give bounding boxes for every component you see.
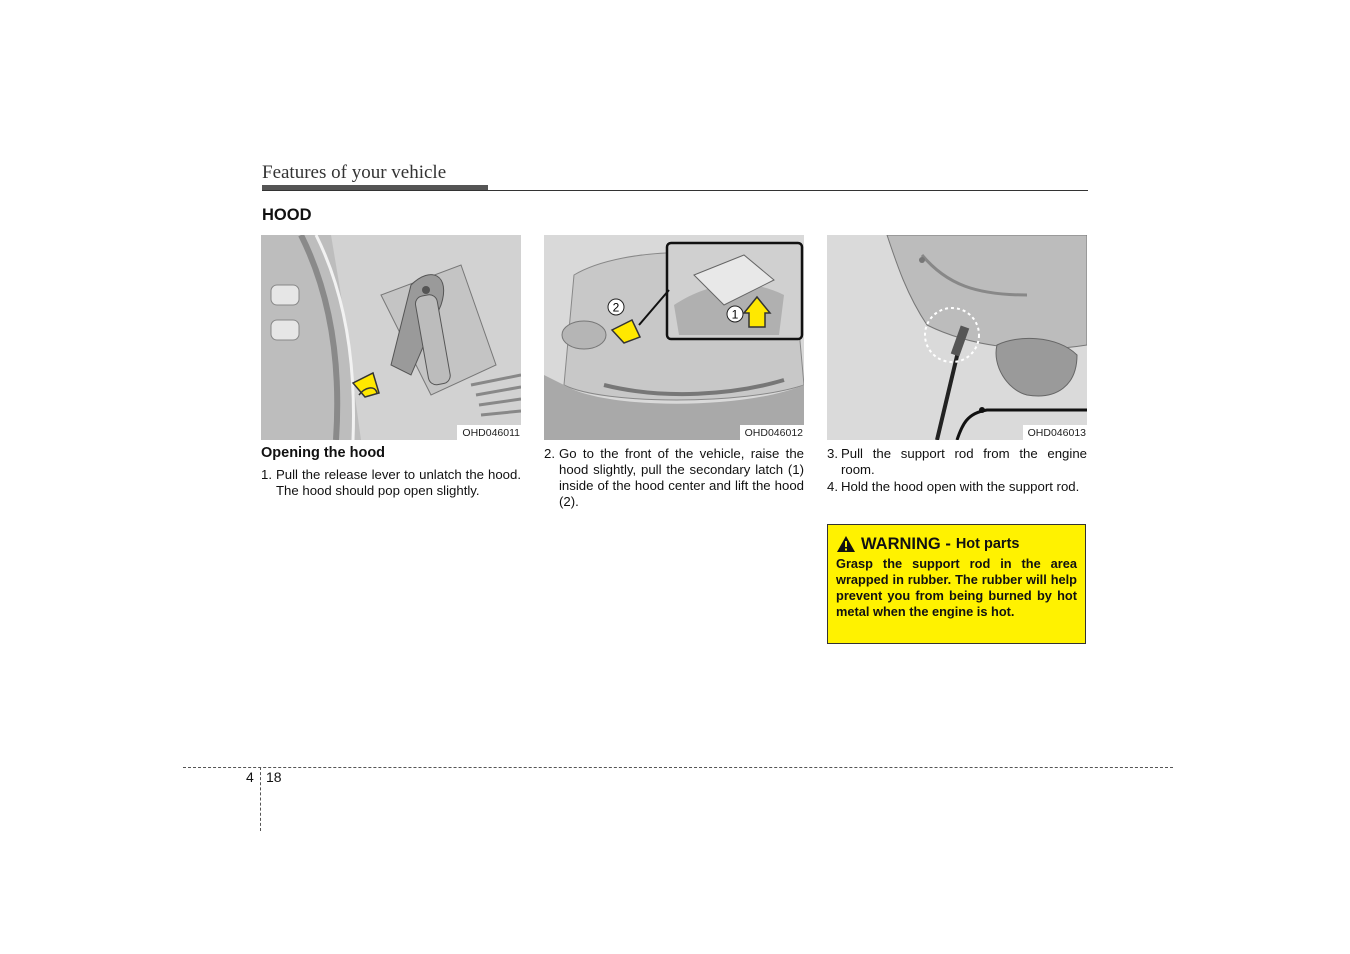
step-2 [544, 446, 804, 510]
release-lever-illustration [261, 235, 521, 440]
figure-code: OHD046013 [1023, 425, 1087, 440]
callout-1: 1 [731, 307, 739, 322]
figure-code: OHD046012 [740, 425, 804, 440]
figure-secondary-latch [544, 235, 804, 440]
figure-release-lever [261, 235, 521, 440]
warning-triangle-icon [836, 535, 856, 553]
chapter-number: 4 [246, 769, 254, 785]
step-text: Go to the front of the vehicle, raise the hood slightly, pull the secondary latch (1) inside of the hood center and lift the hood (2). [559, 446, 804, 509]
footer-divider [260, 767, 261, 831]
footer-rule [183, 767, 1173, 768]
step-1 [261, 467, 521, 499]
warning-header [836, 533, 1077, 555]
warning-box [827, 524, 1086, 644]
step-number: 3. [827, 446, 838, 461]
secondary-latch-illustration [544, 235, 804, 440]
page-number: 18 [266, 769, 282, 785]
callout-2: 2 [612, 300, 620, 315]
page-title: HOOD [262, 206, 312, 224]
step-number: 1. [261, 467, 272, 482]
section-title: Features of your vehicle [262, 162, 447, 183]
warning-label: WARNING - [861, 534, 951, 553]
step-number: 2. [544, 446, 555, 461]
step-text: Pull the release lever to unlatch the hood. The hood should pop open slightly. [276, 467, 521, 498]
figure-support-rod [827, 235, 1087, 440]
step-3 [827, 446, 1087, 478]
warning-text: Grasp the support rod in the area wrapped in rubber. The rubber will help prevent you from being burned by hot metal when the engine is hot. [836, 556, 1077, 619]
step-4 [827, 479, 1087, 495]
step-text: Pull the support rod from the engine room. [841, 446, 1087, 477]
step-text: Hold the hood open with the support rod. [841, 479, 1080, 494]
header-rule [262, 190, 1088, 191]
warning-subject: Hot parts [955, 536, 1020, 552]
figure-code: OHD046011 [457, 425, 521, 440]
opening-hood-heading: Opening the hood [261, 445, 386, 461]
step-number: 4. [827, 479, 838, 494]
support-rod-illustration [827, 235, 1087, 440]
